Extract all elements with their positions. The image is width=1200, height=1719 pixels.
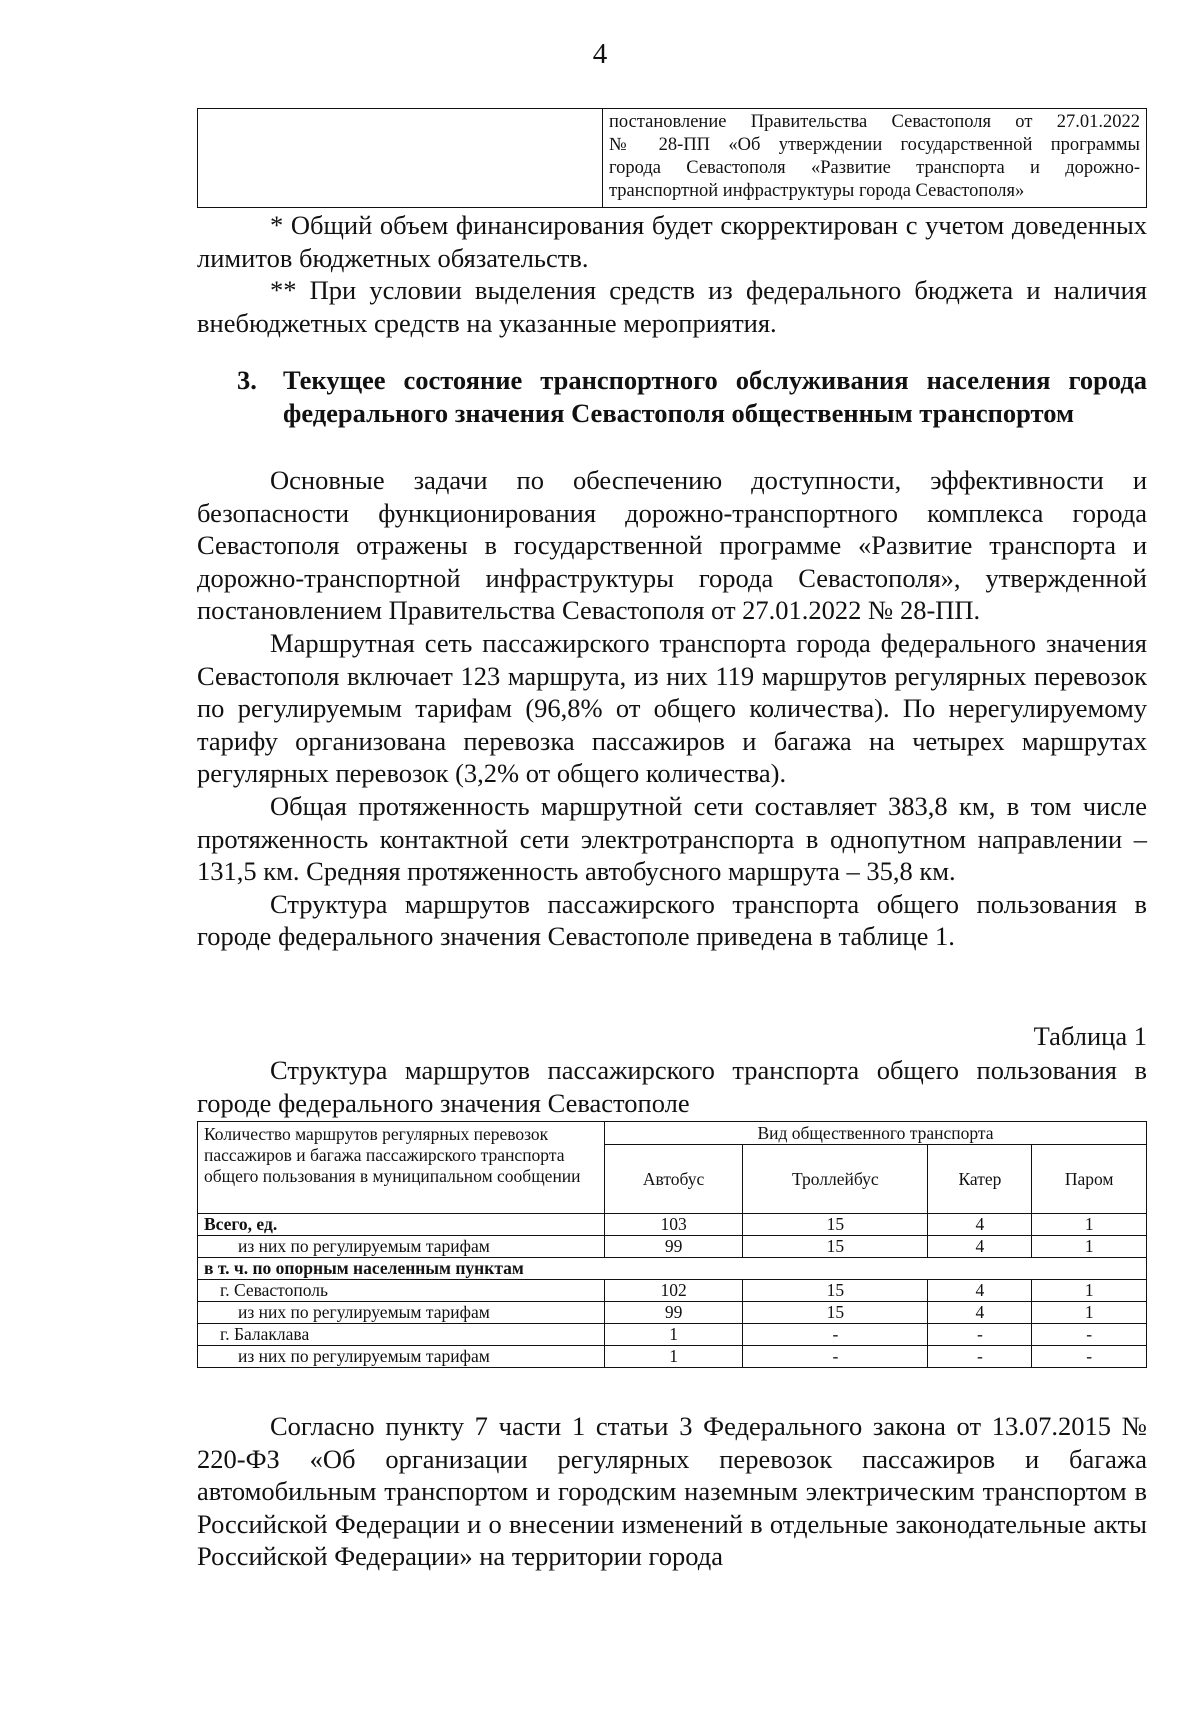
row-label: из них по регулируемым тарифам (198, 1302, 605, 1324)
page-number: 4 (592, 38, 608, 70)
section-title: Текущее состояние транспортного обслуживания населения города федерального значения Севастополя общественным транспортом (283, 365, 1147, 428)
table-row (198, 1346, 1147, 1368)
row-label: в т. ч. по опорным населенным пунктам (198, 1258, 1147, 1280)
table-cell: 15 (743, 1280, 928, 1302)
column-header: Троллейбус (743, 1145, 928, 1214)
header-group: Вид общественного транспорта (605, 1122, 1147, 1145)
table-cell: 4 (928, 1236, 1032, 1258)
body-text (197, 464, 1147, 953)
footnote-2: ** При условии выделения средств из федерального бюджета и наличия внебюджетных средств на указанные мероприятия. (197, 275, 1147, 338)
row-label: из них по регулируемым тарифам (198, 1346, 605, 1368)
reference-line: города Севастополя «Развитие транспорта и дорожно- (609, 158, 1140, 178)
document-reference-cell (603, 109, 1146, 207)
table-cell: 99 (605, 1302, 743, 1324)
table-cell: 15 (743, 1302, 928, 1324)
table-cell: - (928, 1346, 1032, 1368)
table-row (198, 1324, 1147, 1346)
paragraph: Маршрутная сеть пассажирского транспорта города федерального значения Севастополя включает 123 маршрута, из них 119 маршрутов регулярных перевозок по регулируемым тарифам (96,8% от общего количества). По нерегулируемому тарифу организована перевозка пассажиров и багажа на четырех маршрутах регулярных перевозок (3,2% от общего количества). (197, 627, 1147, 789)
table-cell: 4 (928, 1280, 1032, 1302)
row-label: Всего, ед. (198, 1214, 605, 1236)
table-cell: 103 (605, 1214, 743, 1236)
table-row (198, 1258, 1147, 1280)
routes-table (197, 1121, 1147, 1368)
table-cell: 99 (605, 1236, 743, 1258)
table-cell: - (743, 1346, 928, 1368)
paragraph: Основные задачи по обеспечению доступности, эффективности и безопасности функционирования дорожно-транспортного комплекса города Севастополя отражены в государственной программе «Развитие транспорта и дорожно-транспортной инфраструктуры города Севастополя», утвержденной постановлением Правительства Севастополя от 27.01.2022 № 28-ПП. (197, 465, 1147, 626)
row-label: г. Севастополь (198, 1280, 605, 1302)
table-caption: Структура маршрутов пассажирского транспорта общего пользования в городе федерального значения Севастополе (197, 1055, 1147, 1118)
empty-cell (198, 109, 603, 207)
reference-line: транспортной инфраструктуры города Севастополя» (609, 181, 1025, 201)
table-cell: 1 (605, 1324, 743, 1346)
table-cell: 1 (1032, 1236, 1147, 1258)
paragraph: Общая протяженность маршрутной сети составляет 383,8 км, в том числе протяженность контактной сети электротранспорта в однопутном направлении – 131,5 км. Средняя протяженность автобусного маршрута – 35,8 км. (197, 790, 1147, 887)
table-cell: 102 (605, 1280, 743, 1302)
table-cell: - (743, 1324, 928, 1346)
table-row (198, 1302, 1147, 1324)
footnote-1: * Общий объем финансирования будет скорректирован с учетом доведенных лимитов бюджетных обязательств. (197, 210, 1147, 273)
table-label: Таблица 1 (1033, 1021, 1147, 1051)
table-row (198, 1214, 1147, 1236)
closing-text (197, 1410, 1147, 1573)
paragraph: Структура маршрутов пассажирского транспорта общего пользования в городе федерального значения Севастополе приведена в таблице 1. (197, 888, 1147, 952)
reference-line: № 28-ПП «Об утверждении государственной программы (609, 135, 1140, 155)
paragraph: Согласно пункту 7 части 1 статьи 3 Федерального закона от 13.07.2015 № 220-ФЗ «Об организации регулярных перевозок пассажиров и багажа автомобильным транспортом и городским наземным электрическим транспортом в Российской Федерации и о внесении изменений в отдельные законодательные акты Российской Федерации» на территории города (197, 1411, 1147, 1572)
table-cell: - (1032, 1346, 1147, 1368)
table-row (198, 1280, 1147, 1302)
table-cell: - (928, 1324, 1032, 1346)
column-header: Катер (928, 1145, 1032, 1214)
table-cell: 1 (1032, 1302, 1147, 1324)
row-label: г. Балаклава (198, 1324, 605, 1346)
column-header: Паром (1032, 1145, 1147, 1214)
table-row (198, 1236, 1147, 1258)
section-number: 3. (237, 365, 257, 395)
table-caption-block (197, 1054, 1147, 1119)
table-cell: 4 (928, 1302, 1032, 1324)
table-cell: 1 (1032, 1280, 1147, 1302)
section-heading (237, 364, 1147, 430)
header-left: Количество маршрутов регулярных перевозок пассажиров и багажа пассажирского транспорта общего пользования в муниципальном сообщении (198, 1122, 605, 1214)
table-cell: - (1032, 1324, 1147, 1346)
table-cell: 1 (605, 1346, 743, 1368)
table-cell: 1 (1032, 1214, 1147, 1236)
continued-table (197, 108, 1147, 208)
table-cell: 15 (743, 1214, 928, 1236)
table-cell: 15 (743, 1236, 928, 1258)
column-header: Автобус (605, 1145, 743, 1214)
reference-line: постановление Правительства Севастополя от 27.01.2022 (609, 112, 1140, 132)
footnotes (197, 209, 1147, 339)
table-cell: 4 (928, 1214, 1032, 1236)
row-label: из них по регулируемым тарифам (198, 1236, 605, 1258)
